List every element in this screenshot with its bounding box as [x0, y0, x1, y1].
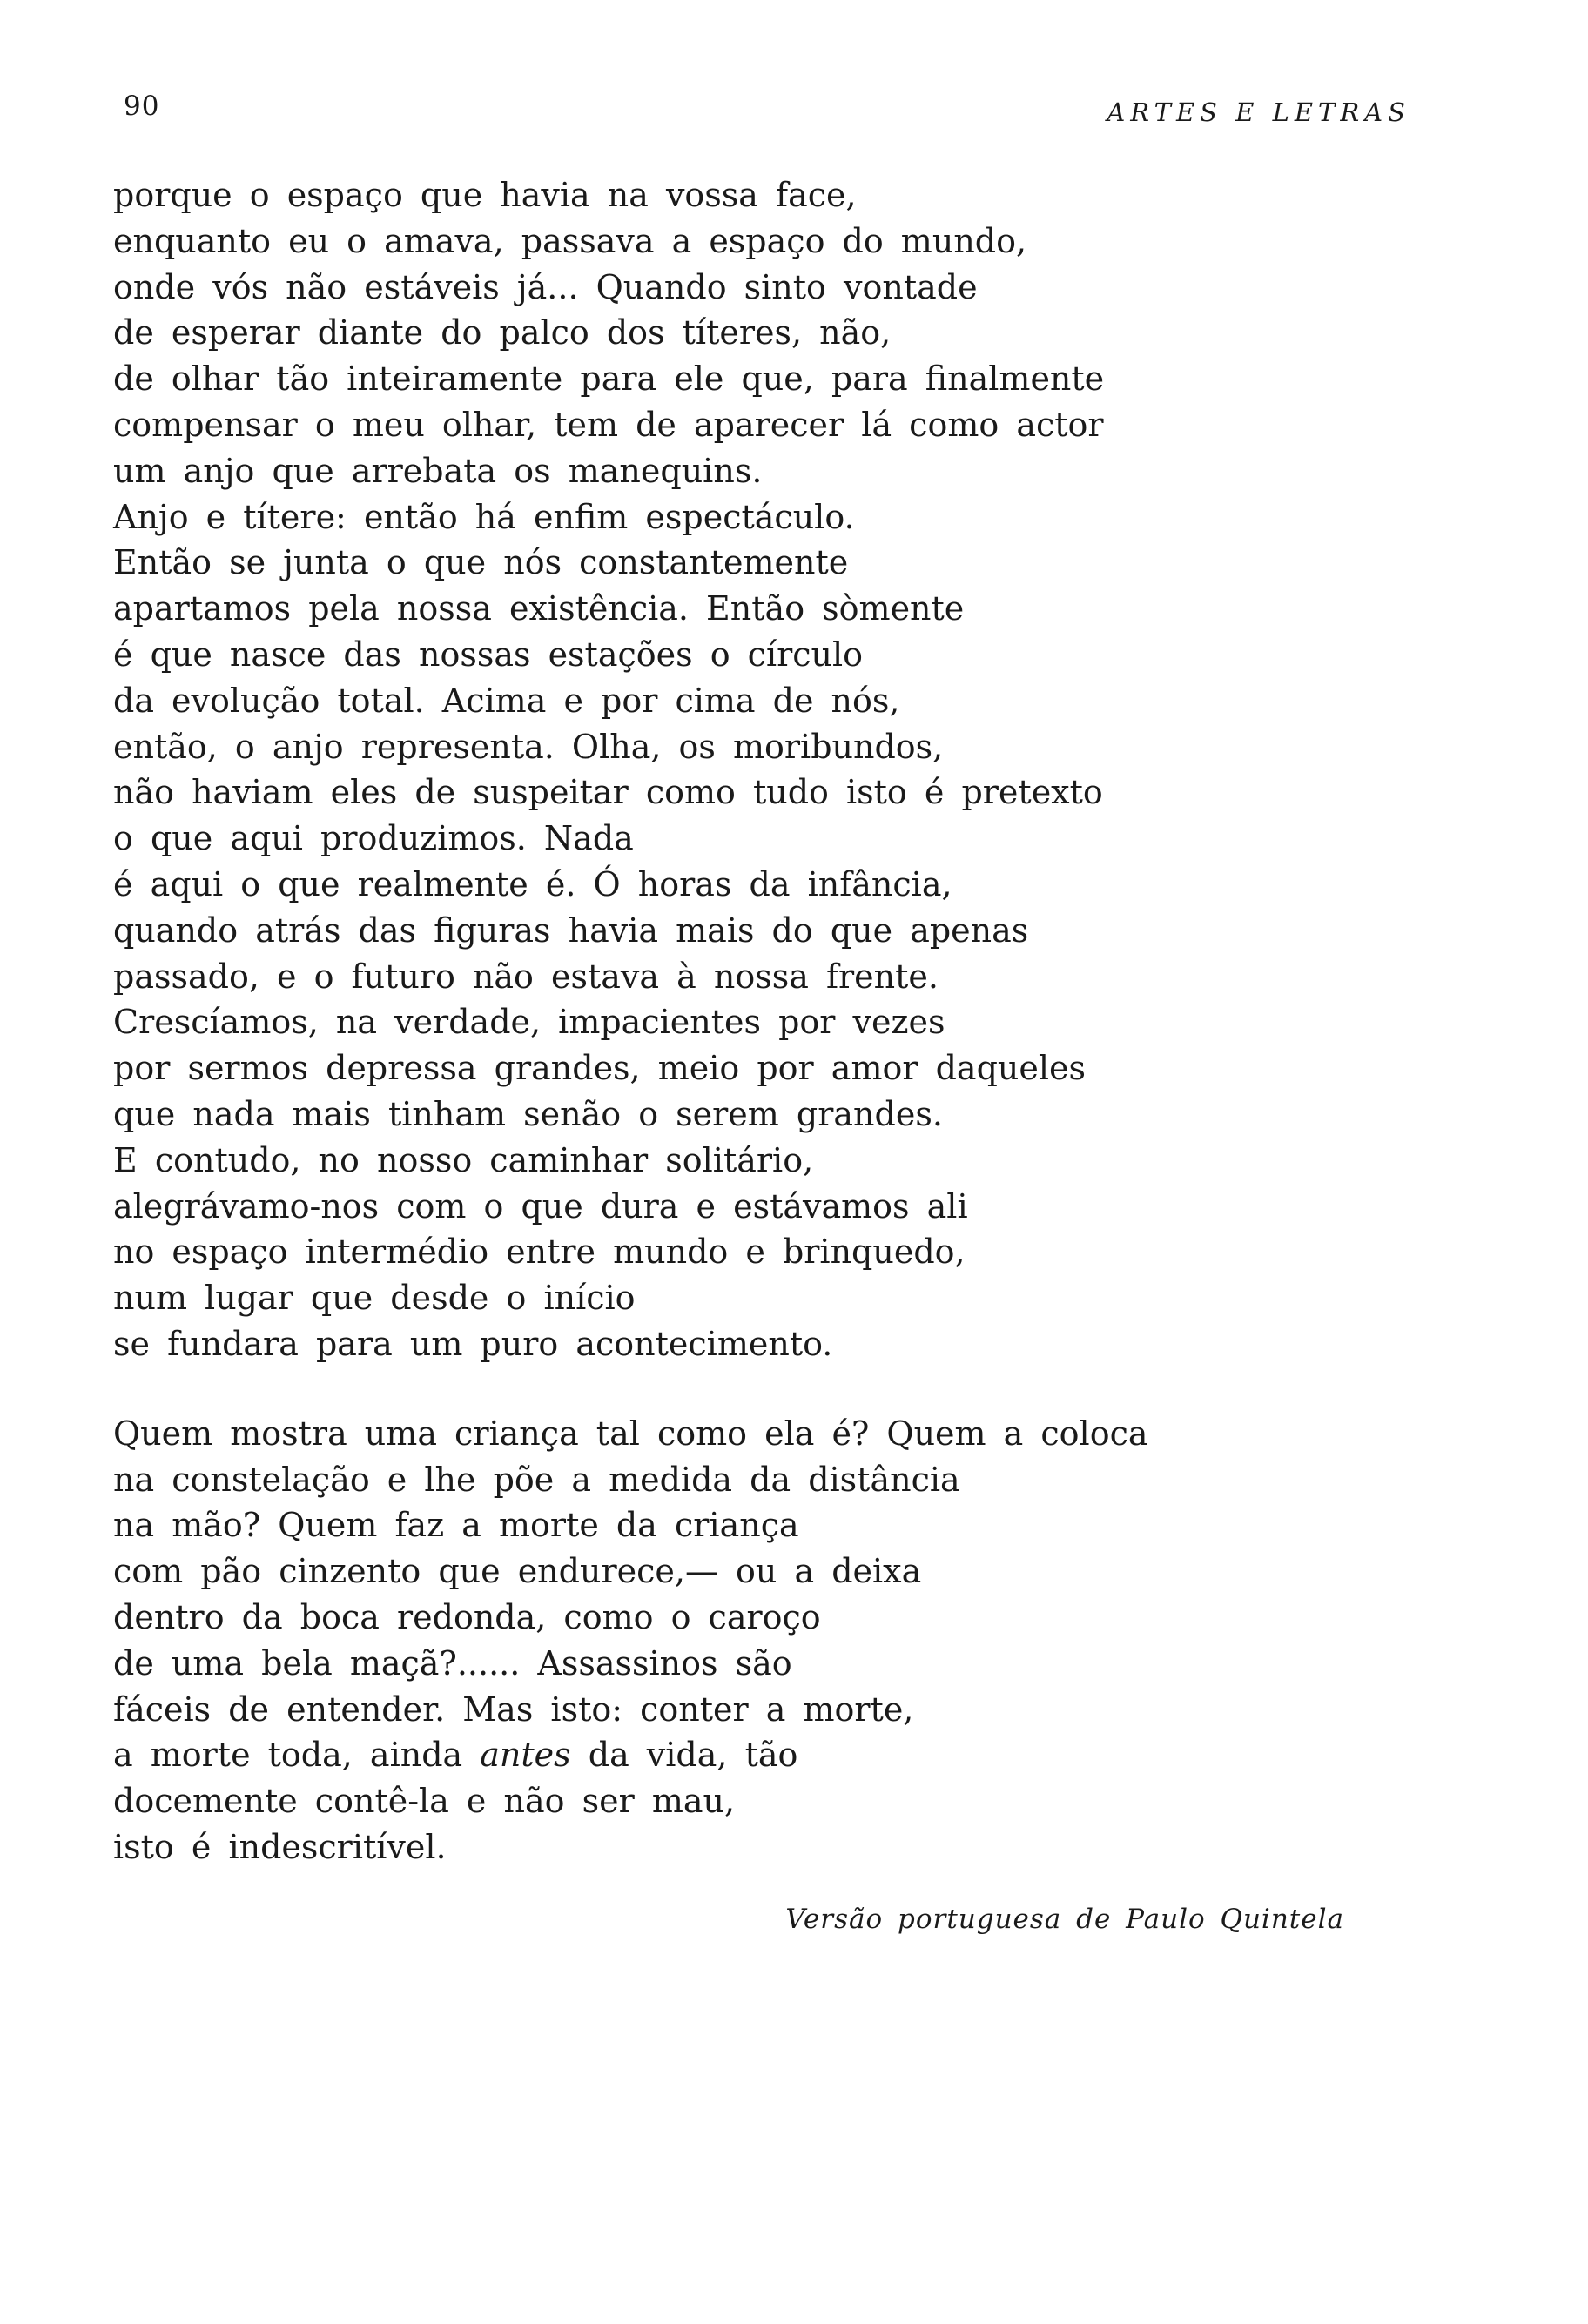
poem-line: onde vós não estáveis já... Quando sinto vontade	[113, 267, 978, 306]
poem-line: no espaço intermédio entre mundo e brinquedo,	[113, 1233, 966, 1272]
poem-line: na constelação e lhe põe a medida da distância	[113, 1460, 960, 1499]
poem-line: de esperar diante do palco dos títeres, não,	[113, 313, 892, 353]
poem-line: quando atrás das figuras havia mais do que apenas	[113, 910, 1029, 950]
poem-line: da evolução total. Acima e por cima de nós,	[113, 681, 900, 720]
poem-line: fáceis de entender. Mas isto: conter a morte,	[113, 1689, 914, 1729]
poem-body	[113, 172, 1402, 1871]
poem-line: o que aqui produzimos. Nada	[113, 819, 634, 858]
translator-attribution: Versão portuguesa de Paulo Quintela	[785, 1904, 1344, 1935]
poem-line: E contudo, no nosso caminhar solitário,	[113, 1140, 814, 1179]
poem-line: num lugar que desde o início	[113, 1279, 636, 1318]
poem-line: é aqui o que realmente é. Ó horas da infância,	[113, 864, 952, 903]
poem-line: um anjo que arrebata os manequins.	[113, 451, 763, 490]
poem-line: apartamos pela nossa existência. Então sòmente	[113, 589, 965, 628]
line-text-after: da vida, tão	[570, 1736, 798, 1775]
poem-line: que nada mais tinham senão o serem grandes.	[113, 1094, 943, 1133]
poem-line: de olhar tão inteiramente para ele que, para finalmente	[113, 359, 1105, 399]
poem-line: porque o espaço que havia na vossa face,	[113, 176, 857, 214]
poem-line: compensar o meu olhar, tem de aparecer lá como actor	[113, 405, 1104, 444]
poem-line: de uma bela maçã?...... Assassinos são	[113, 1643, 792, 1683]
poem-line: se fundara para um puro acontecimento.	[113, 1324, 833, 1363]
poem-line: na mão? Quem faz a morte da criança	[113, 1506, 799, 1545]
running-title: ARTES E LETRAS	[1107, 97, 1410, 127]
poem-line: alegrávamo-nos com o que dura e estávamos ali	[113, 1186, 968, 1226]
poem-line: por sermos depressa grandes, meio por amor daqueles	[113, 1049, 1087, 1088]
poem-line: Crescíamos, na verdade, impacientes por vezes	[113, 1003, 945, 1042]
poem-line: Então se junta o que nós constantemente	[113, 543, 849, 582]
emphasized-word: antes	[480, 1736, 571, 1775]
poem-line: passado, e o futuro não estava à nossa frente.	[113, 957, 939, 996]
poem-line: enquanto eu o amava, passava a espaço do mundo,	[113, 221, 1027, 260]
poem-line: é que nasce das nossas estações o círculo	[113, 635, 864, 674]
stanza-2	[113, 1411, 1402, 1871]
line-text-before: a morte toda, ainda	[113, 1736, 481, 1775]
page-number: 90	[124, 91, 160, 122]
poem-line: dentro da boca redonda, como o caroço	[113, 1597, 821, 1636]
poem-line: Quem mostra uma criança tal como ela é? Quem a coloca	[113, 1414, 1148, 1453]
stanza-1	[113, 172, 1402, 1367]
poem-line: Anjo e títere: então há enfim espectáculo.	[113, 497, 855, 536]
poem-line-with-emphasis	[113, 1732, 1402, 1778]
page-header	[124, 91, 1410, 134]
poem-line: isto é indescritível.	[113, 1827, 447, 1866]
poem-line: com pão cinzento que endurece,— ou a deixa	[113, 1552, 922, 1591]
poem-line: não haviam eles de suspeitar como tudo isto é pretexto	[113, 773, 1103, 812]
poem-line: docemente contê-la e não ser mau,	[113, 1782, 736, 1821]
poem-line: então, o anjo representa. Olha, os moribundos,	[113, 727, 944, 766]
